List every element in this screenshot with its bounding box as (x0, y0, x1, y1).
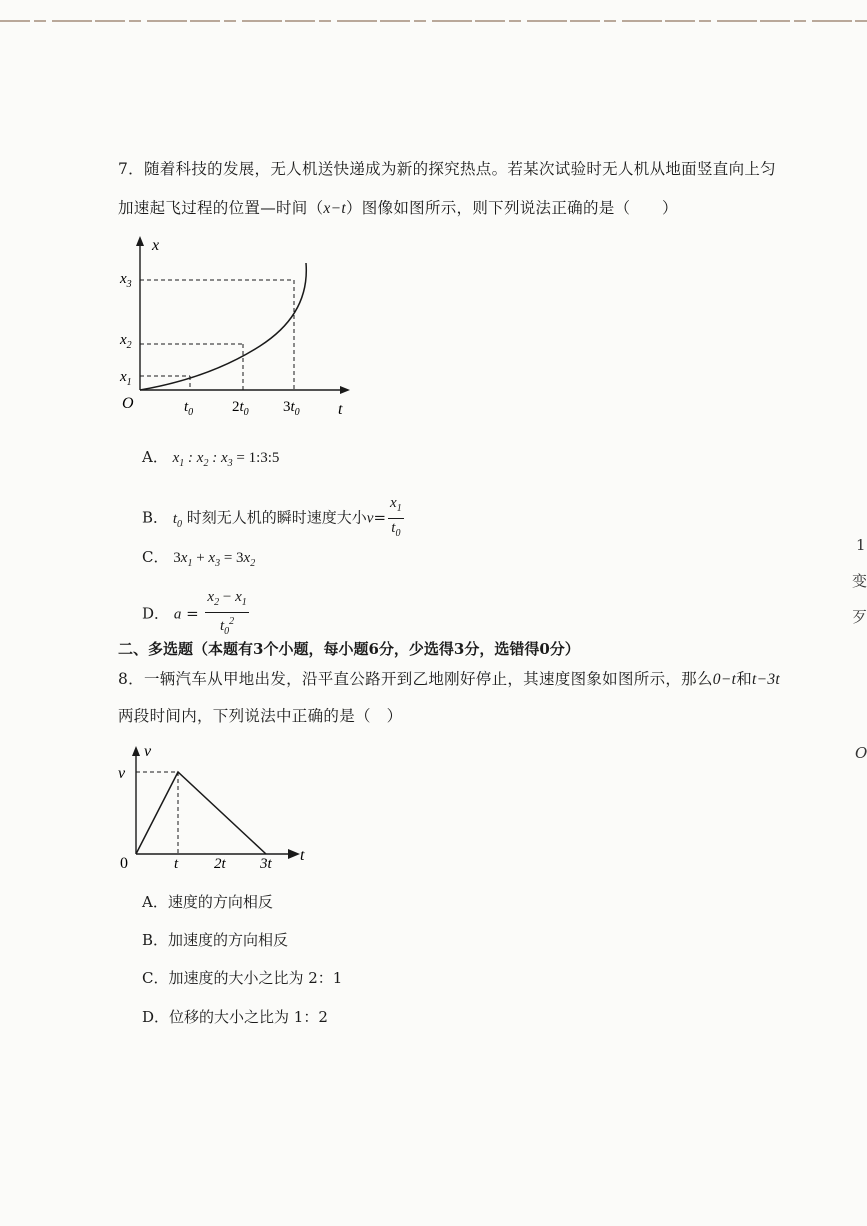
q7-t-axis-label: t (338, 401, 343, 418)
q7-option-d-fraction: $\frac{x_2 - x_1}{t_0^2}$ (207, 589, 247, 637)
q7-stem-line2-post: ）图像如图所示，则下列说法正确的是（ ） (345, 199, 678, 217)
q7-x-axis-arrow (136, 236, 144, 246)
q7-option-b-fraction: $\frac{x_1}{t_0}$ (390, 495, 402, 539)
section-multiple-choice-heading: 二、多选题（本题有3个小题，每小题6分，少选得3分，选错得0分） (118, 640, 580, 658)
edge-char-4: O (855, 744, 867, 762)
q8-tick-v: v (118, 765, 126, 782)
q7-tick-3t0: $3t_0$ (283, 399, 300, 418)
q8-tick-t: t (174, 856, 179, 872)
q8-t-axis-label: t (300, 847, 305, 864)
q8-option-a-label: A． (142, 893, 168, 911)
q7-option-b-label: B． (142, 508, 169, 527)
q8-stem-mid: 和 (736, 670, 752, 688)
q8-option-c-label: C． (142, 969, 169, 987)
q7-option-a[interactable] (142, 446, 279, 475)
q8-option-b[interactable] (142, 929, 288, 951)
q7-option-b-v: v (366, 510, 374, 527)
q7-option-d[interactable] (142, 588, 251, 641)
q8-option-d-label: D． (142, 1008, 170, 1026)
edge-char-2: 变 (852, 572, 867, 590)
q7-tick-x3: $x_3$ (120, 271, 132, 290)
q7-option-c-label: C． (142, 548, 169, 566)
edge-char-3: 歹 (852, 608, 867, 626)
q7-option-b[interactable] (142, 494, 406, 543)
q7-t-axis-arrow (340, 386, 350, 394)
q7-tick-x1: $x_1$ (120, 369, 132, 388)
top-border-line (0, 18, 867, 24)
q8-origin-label: 0 (120, 855, 128, 872)
q8-option-c[interactable] (142, 967, 342, 989)
q8-tick-2t: 2t (214, 856, 226, 872)
q8-option-c-text: 加速度的大小之比为 2：1 (168, 969, 343, 987)
q7-stem-math: x−t (323, 200, 346, 217)
q8-option-d-text: 位移的大小之比为 1：2 (169, 1008, 328, 1026)
q7-option-b-text: 时刻无人机的瞬时速度大小 (186, 508, 367, 527)
q8-option-b-label: B． (142, 931, 169, 949)
q7-tick-t0: $t_0$ (184, 399, 194, 418)
q8-vt-graph (112, 738, 312, 878)
q7-stem-line1: 7．随着科技的发展，无人机送快递成为新的探究热点。若某次试验时无人机从地面竖直向上匀 (118, 160, 776, 178)
q7-tick-x2: $x_2$ (120, 332, 132, 351)
q7-xt-graph (110, 228, 370, 428)
q7-option-a-text: $x_1$ : $x_2$ : $x_3$ = 1:3:5 (172, 450, 280, 469)
q7-option-c[interactable] (142, 546, 255, 575)
q8-velocity-line (136, 772, 266, 854)
q8-t-axis-arrow (288, 849, 300, 859)
edge-char-1: 1 (856, 536, 866, 554)
q8-tick-3t: 3t (260, 856, 272, 872)
q7-option-a-label: A． (142, 448, 168, 466)
q7-option-c-text: $3x_1 + x_3 = 3x_2$ (173, 550, 256, 569)
q8-option-a[interactable] (142, 891, 273, 913)
q8-stem-math1: 0−t (712, 671, 737, 688)
q8-option-b-text: 加速度的方向相反 (168, 931, 289, 949)
q7-origin-label: O (122, 395, 134, 412)
q7-stem-line2-pre: 加速起飞过程的位置—时间（ (118, 199, 324, 217)
q8-option-a-text: 速度的方向相反 (167, 893, 273, 911)
q7-option-d-eq: = (181, 604, 204, 623)
q8-stem-line1 (118, 668, 780, 691)
q8-stem-line2: 两段时间内，下列说法中正确的是（ ） (118, 707, 403, 725)
q8-stem-line1-pre: 8．一辆汽车从甲地出发，沿平直公路开到乙地刚好停止，其速度图象如图所示，那么 (118, 670, 713, 688)
q7-option-b-eq: = (373, 508, 387, 527)
q7-option-d-label: D． (142, 604, 170, 623)
q7-curve (140, 263, 306, 390)
q8-stem-math2: t−3t (752, 671, 781, 688)
q7-y-axis-label: x (152, 237, 160, 254)
q8-option-d[interactable] (142, 1006, 328, 1028)
q8-v-axis-arrow (132, 746, 140, 756)
q7-option-b-t0: $t_0$ (172, 510, 182, 530)
q7-stem-line2 (118, 197, 678, 220)
q7-tick-2t0: $2t_0$ (232, 399, 249, 418)
q7-option-d-a: a (173, 606, 182, 623)
q8-v-axis-label: v (144, 743, 152, 760)
